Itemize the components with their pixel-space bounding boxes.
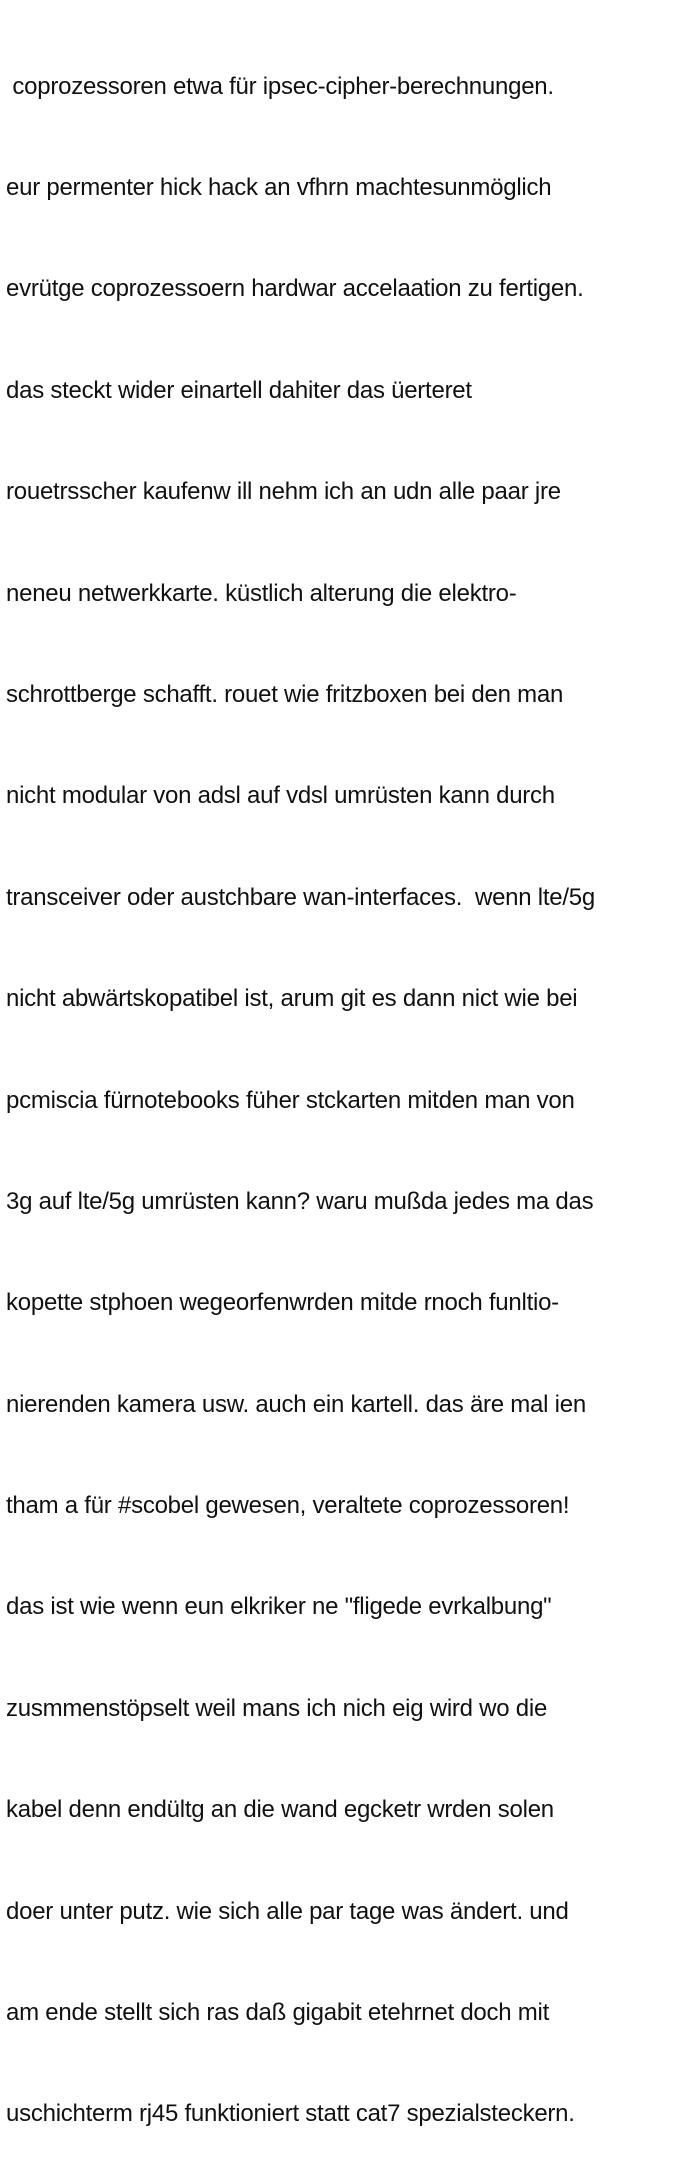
text-line: evrütge coprozessoern hardwar accelaation zu fertigen. <box>6 275 584 303</box>
text-line: kabel denn endültg an die wand egcketr wrden solen <box>6 1796 554 1824</box>
text-line: zusmmenstöpselt weil mans ich nich eig wird wo die <box>6 1694 548 1722</box>
text-line: das steckt wider einartell dahiter das üerteret <box>6 376 472 404</box>
text-line: nicht modular von adsl auf vdsl umrüsten kann durch <box>6 782 555 810</box>
text-line: schrottberge schafft. rouet wie fritzboxen bei den man <box>6 680 564 708</box>
text-line: coprozessoren etwa für ipsec-cipher-berechnungen. <box>6 72 554 100</box>
text-line: pcmiscia fürnotebooks füher stckarten mitden man von <box>6 1086 575 1114</box>
text-line: am ende stellt sich ras daß gigabit etehrnet doch mit <box>6 1999 550 2027</box>
text-line: 3g auf lte/5g umrüsten kann? waru mußda jedes ma das <box>6 1187 594 1215</box>
text-line: transceiver oder austchbare wan-interfaces. wenn lte/5g <box>6 883 595 911</box>
text-line: das ist wie wenn eun elkriker ne "fligede evrkalbung" <box>6 1593 552 1621</box>
text-line: tham a für #scobel gewesen, veraltete coprozessoren! <box>6 1492 570 1520</box>
text-line: rouetrsscher kaufenw ill nehm ich an udn alle paar jre <box>6 478 561 506</box>
text-line: uschichterm rj45 funktioniert statt cat7 spezialsteckern. <box>6 2100 575 2128</box>
text-line: nicht abwärtskopatibel ist, arum git es dann nict wie bei <box>6 985 578 1013</box>
text-line: nierenden kamera usw. auch ein kartell. das äre mal ien <box>6 1390 586 1418</box>
text-line: doer unter putz. wie sich alle par tage was ändert. und <box>6 1897 569 1925</box>
text-line: kopette stphoen wegeorfenwrden mitde rnoch funltio- <box>6 1289 559 1317</box>
text-line: neneu netwerkkarte. küstlich alterung die elektro- <box>6 579 517 607</box>
text-line: eur permenter hick hack an vfhrn machtesunmöglich <box>6 173 552 201</box>
document-body <box>6 2 684 2165</box>
